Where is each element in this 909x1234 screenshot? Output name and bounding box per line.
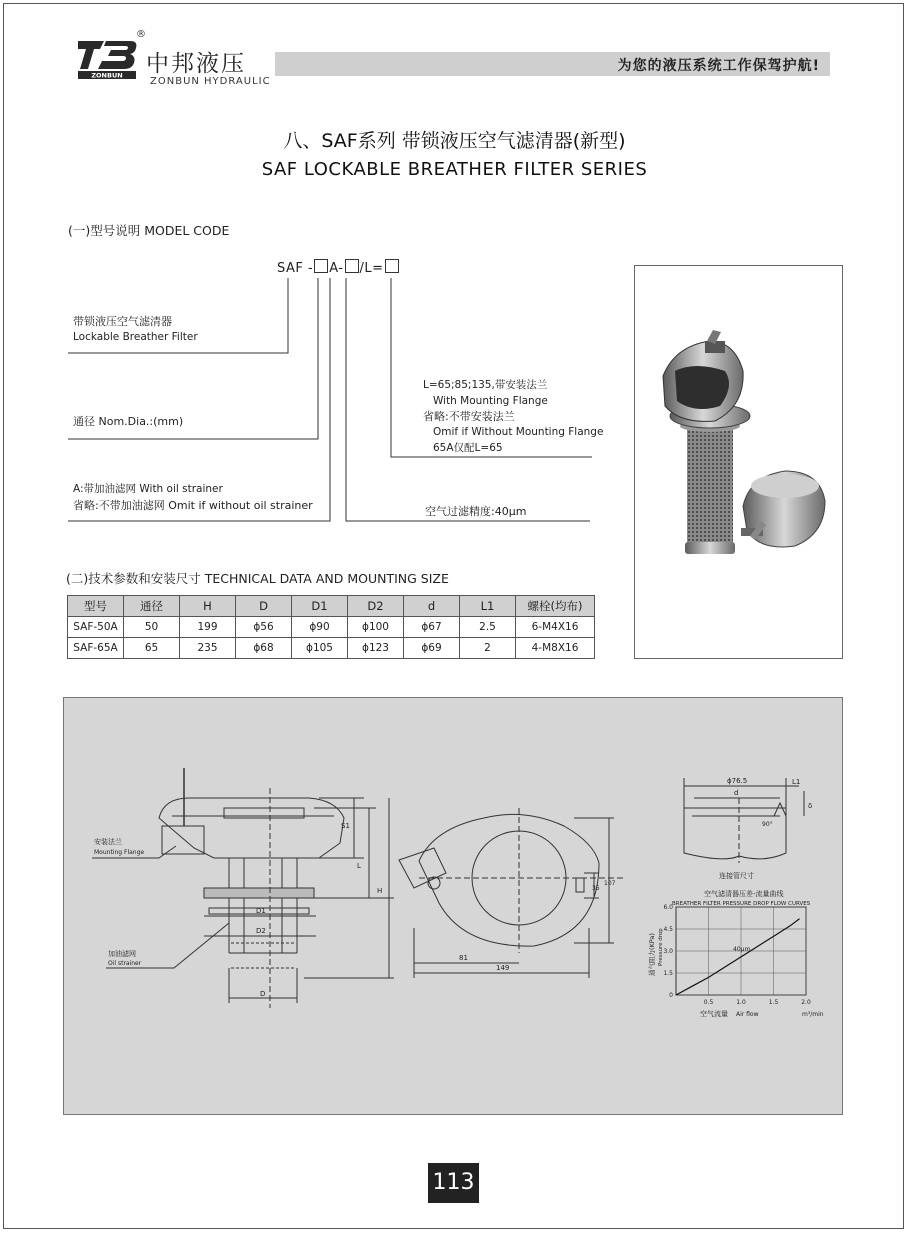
table-cell: ϕ56 — [236, 617, 292, 638]
brand-name-cn: 中邦液压 — [146, 51, 246, 77]
table-cell: ϕ69 — [404, 638, 460, 659]
pipe-dim-90: 90° — [762, 821, 773, 828]
logo-text: ZONBUN — [91, 71, 123, 79]
dim-81: 81 — [459, 954, 468, 962]
chart-x-tick-label: 0.5 — [703, 999, 714, 1006]
dim-107: 107 — [604, 880, 616, 887]
table-cell: 4-M8X16 — [516, 638, 595, 659]
chart-y-tick-label: 6.0 — [663, 904, 673, 911]
col-nom-dia: 通径 — [124, 596, 180, 617]
filter-precision: 空气过滤精度:40μm — [425, 505, 527, 518]
top-view — [399, 808, 624, 978]
table-header-row — [68, 596, 595, 617]
pipe-dim-d: d — [734, 789, 739, 797]
brand-name-en: ZONBUN HYDRAULIC — [150, 76, 271, 87]
model-item1-cn: 带锁液压空气滤清器 — [73, 315, 172, 328]
pipe-dim-l1: L1 — [792, 778, 801, 786]
pressure-drop-chart — [663, 904, 810, 1006]
col-l1: L1 — [460, 596, 516, 617]
page-number: 113 — [428, 1163, 479, 1203]
curve-xlabel-en: Air flow — [736, 1011, 759, 1018]
col-small-d: d — [404, 596, 460, 617]
chart-x-tick-label: 1.5 — [768, 999, 779, 1006]
table-cell: 6-M4X16 — [516, 617, 595, 638]
chart-series-label: 40μm — [733, 945, 751, 953]
col-d: D — [236, 596, 292, 617]
table-cell: SAF-50A — [68, 617, 124, 638]
table-cell: ϕ100 — [348, 617, 404, 638]
col-d2: D2 — [348, 596, 404, 617]
code-sep-2: /L= — [359, 261, 384, 276]
tech-heading: (二)技术参数和安装尺寸 TECHNICAL DATA AND MOUNTING SIZE — [66, 571, 449, 586]
model-item3-line1: A:带加油滤网 With oil strainer — [73, 483, 223, 495]
dim-d2: D2 — [256, 927, 266, 935]
table-cell: ϕ67 — [404, 617, 460, 638]
table-cell: ϕ90 — [292, 617, 348, 638]
slogan: 为您的液压系统工作保驾护航! — [617, 58, 820, 74]
table-cell: ϕ105 — [292, 638, 348, 659]
page-title-en: SAF LOCKABLE BREATHER FILTER SERIES — [261, 159, 648, 180]
label-flange-en: Mounting Flange — [94, 849, 145, 856]
flange-line5: 65A仅配L=65 — [433, 442, 503, 454]
chart-y-tick-label: 3.0 — [663, 948, 673, 955]
table-cell: SAF-65A — [68, 638, 124, 659]
pipe-dim-delta: δ — [808, 802, 813, 810]
flange-line4: Omif if Without Mounting Flange — [433, 426, 604, 438]
col-bolts: 螺栓(均布) — [516, 596, 595, 617]
col-h: H — [180, 596, 236, 617]
table-cell: ϕ68 — [236, 638, 292, 659]
technical-drawing-panel — [63, 697, 843, 1115]
label-strainer-en: Oil strainer — [108, 960, 142, 967]
dim-149: 149 — [496, 964, 510, 972]
product-photo — [634, 265, 843, 659]
table-cell: ϕ123 — [348, 638, 404, 659]
table-cell: 199 — [180, 617, 236, 638]
flange-line1: L=65;85;135,带安装法兰 — [423, 379, 548, 391]
curve-title-en: BREATHER FILTER PRESSURE DROP FLOW CURVES — [672, 901, 811, 907]
side-section-view — [92, 768, 394, 1008]
dim-35: 35 — [592, 885, 600, 892]
table-cell: 2 — [460, 638, 516, 659]
pipe-dim-765: ϕ76.5 — [727, 777, 748, 785]
curve-unit: m³/min — [802, 1011, 824, 1018]
chart-y-tick-label: 0 — [669, 992, 673, 999]
chart-y-tick-label: 1.5 — [663, 970, 673, 977]
curve-ylabel-en: Pressure drop — [658, 928, 664, 966]
pipe-detail-view — [684, 778, 804, 863]
model-item2: 通径 Nom.Dia.:(mm) — [73, 415, 184, 428]
table-cell: 50 — [124, 617, 180, 638]
curve-xlabel-cn: 空气流量 — [700, 1010, 728, 1018]
dim-d: D — [260, 990, 266, 998]
drawing-canvas — [64, 698, 842, 1114]
code-sep-1: A- — [329, 261, 344, 276]
col-d1: D1 — [292, 596, 348, 617]
table-cell: 65 — [124, 638, 180, 659]
pipe-caption: 连接管尺寸 — [719, 872, 754, 880]
curve-title-cn: 空气滤清器压差-流量曲线 — [704, 890, 784, 898]
model-item1-en: Lockable Breather Filter — [73, 331, 198, 343]
table-row — [68, 617, 595, 638]
dim-h: H — [377, 887, 383, 895]
chart-series-line — [676, 919, 800, 995]
registered-mark: ® — [136, 29, 146, 40]
model-item3-line2: 省略:不带加油滤网 Omit if without oil strainer — [73, 499, 313, 512]
label-flange-cn: 安装法兰 — [94, 838, 122, 846]
dim-s1: S1 — [341, 822, 350, 830]
curve-ylabel-cn: 通气阻力(KPa) — [648, 933, 656, 976]
model-code-heading: (一)型号说明 MODEL CODE — [68, 223, 230, 238]
dim-d1: D1 — [256, 907, 266, 915]
chart-x-tick-label: 2.0 — [801, 999, 811, 1006]
chart-y-tick-label: 4.5 — [663, 926, 673, 933]
tech-data-table — [67, 595, 595, 659]
chart-x-tick-label: 1.0 — [736, 999, 746, 1006]
table-row — [68, 638, 595, 659]
table-cell: 235 — [180, 638, 236, 659]
breather-filter-photo-icon — [635, 266, 842, 658]
table-cell: 2.5 — [460, 617, 516, 638]
flange-line2: With Mounting Flange — [433, 395, 548, 407]
label-strainer-cn: 加油滤网 — [108, 950, 136, 958]
page-title-cn: 八、SAF系列 带锁液压空气滤清器(新型) — [283, 130, 626, 152]
flange-line3: 省略:不带安装法兰 — [423, 410, 515, 423]
code-prefix: SAF - — [277, 261, 314, 276]
col-model: 型号 — [68, 596, 124, 617]
dim-l: L — [357, 862, 361, 870]
